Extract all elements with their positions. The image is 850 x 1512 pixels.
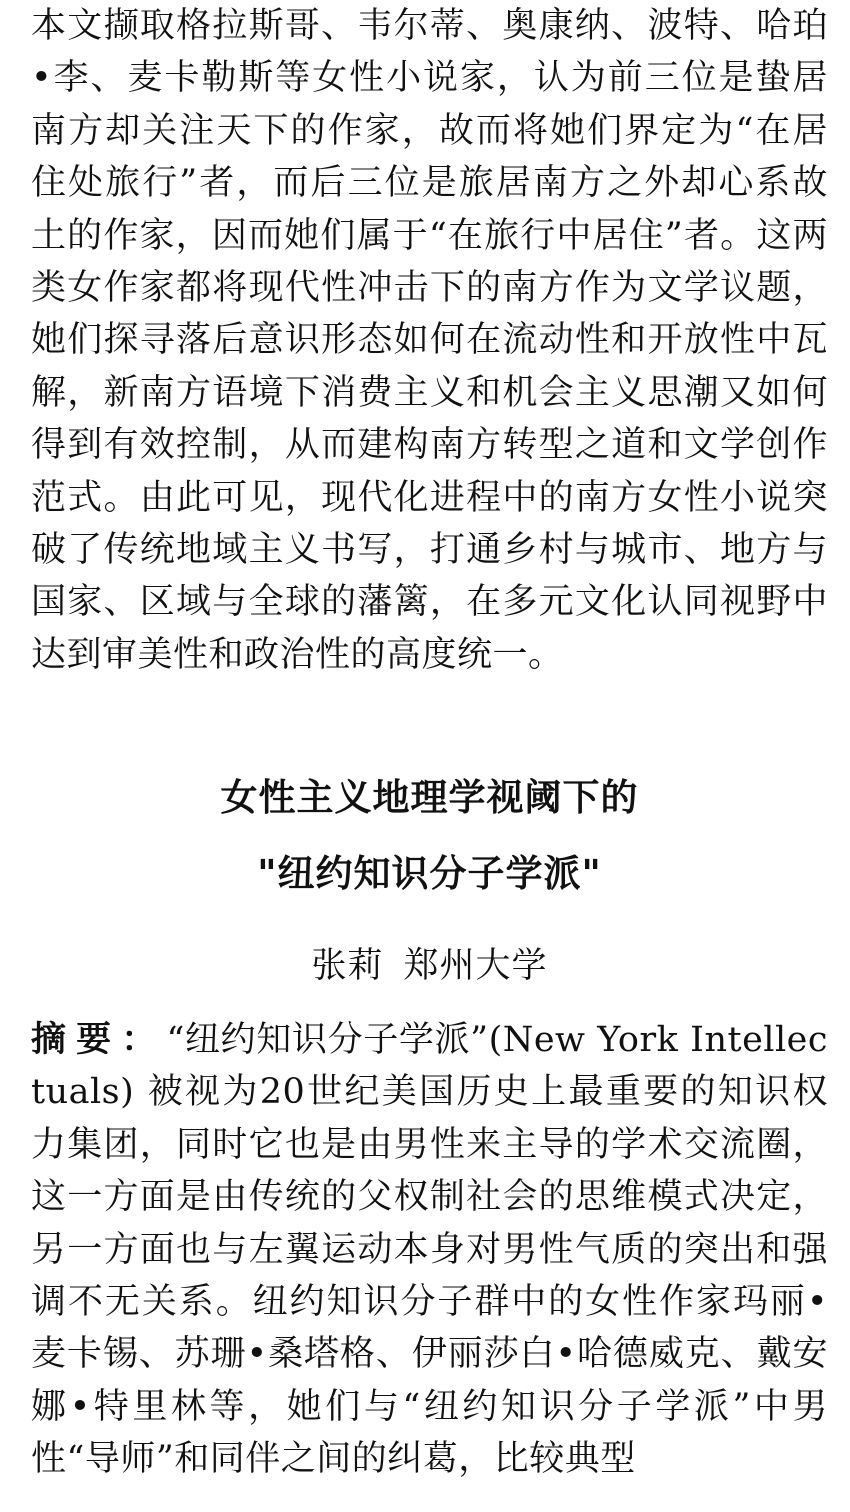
author-name: 张莉 (311, 946, 384, 986)
abstract-paragraph (31, 1014, 828, 1486)
article-title-line-1: 女性主义地理学视阈下的 (220, 776, 639, 819)
author-line (31, 944, 828, 988)
article-title-line-2: "纽约知识分子学派" (257, 852, 602, 895)
abstract-label: 摘要： (31, 1020, 167, 1060)
document-page (31, 0, 828, 1512)
abstract-text: “纽约知识分子学派”(New York Intellectuals) 被视为20世纪美国历史上最重要的知识权力集团，同时它也是由男性来主导的学术交流圈，这一方面是由传统的父权制社会的思维模式决定，另一方面也与左翼运动本身对男性气质的突出和强调不无关系。纽约知识分子群中的女性作家玛丽•麦卡锡、苏珊•桑塔格、伊丽莎白•哈德威克、戴安娜•特里林等，她们与“纽约知识分子学派”中男性“导师”和同伴之间的纠葛，比较典型 (31, 1020, 828, 1480)
author-affiliation: 郑州大学 (403, 946, 548, 986)
intro-paragraph: 本文撷取格拉斯哥、韦尔蒂、奥康纳、波特、哈珀•李、麦卡勒斯等女性小说家，认为前三位是蛰居南方却关注天下的作家，故而将她们界定为“在居住处旅行”者，而后三位是旅居南方之外却心系故土的作家，因而她们属于“在旅行中居住”者。这两类女作家都将现代性冲击下的南方作为文学议题，她们探寻落后意识形态如何在流动性和开放性中瓦解，新南方语境下消费主义和机会主义思潮又如何得到有效控制，从而建构南方转型之道和文学创作范式。由此可见，现代化进程中的南方女性小说突破了传统地域主义书写，打通乡村与城市、地方与国家、区域与全球的藩篱，在多元文化认同视野中达到审美性和政治性的高度统一。 (31, 6, 828, 675)
